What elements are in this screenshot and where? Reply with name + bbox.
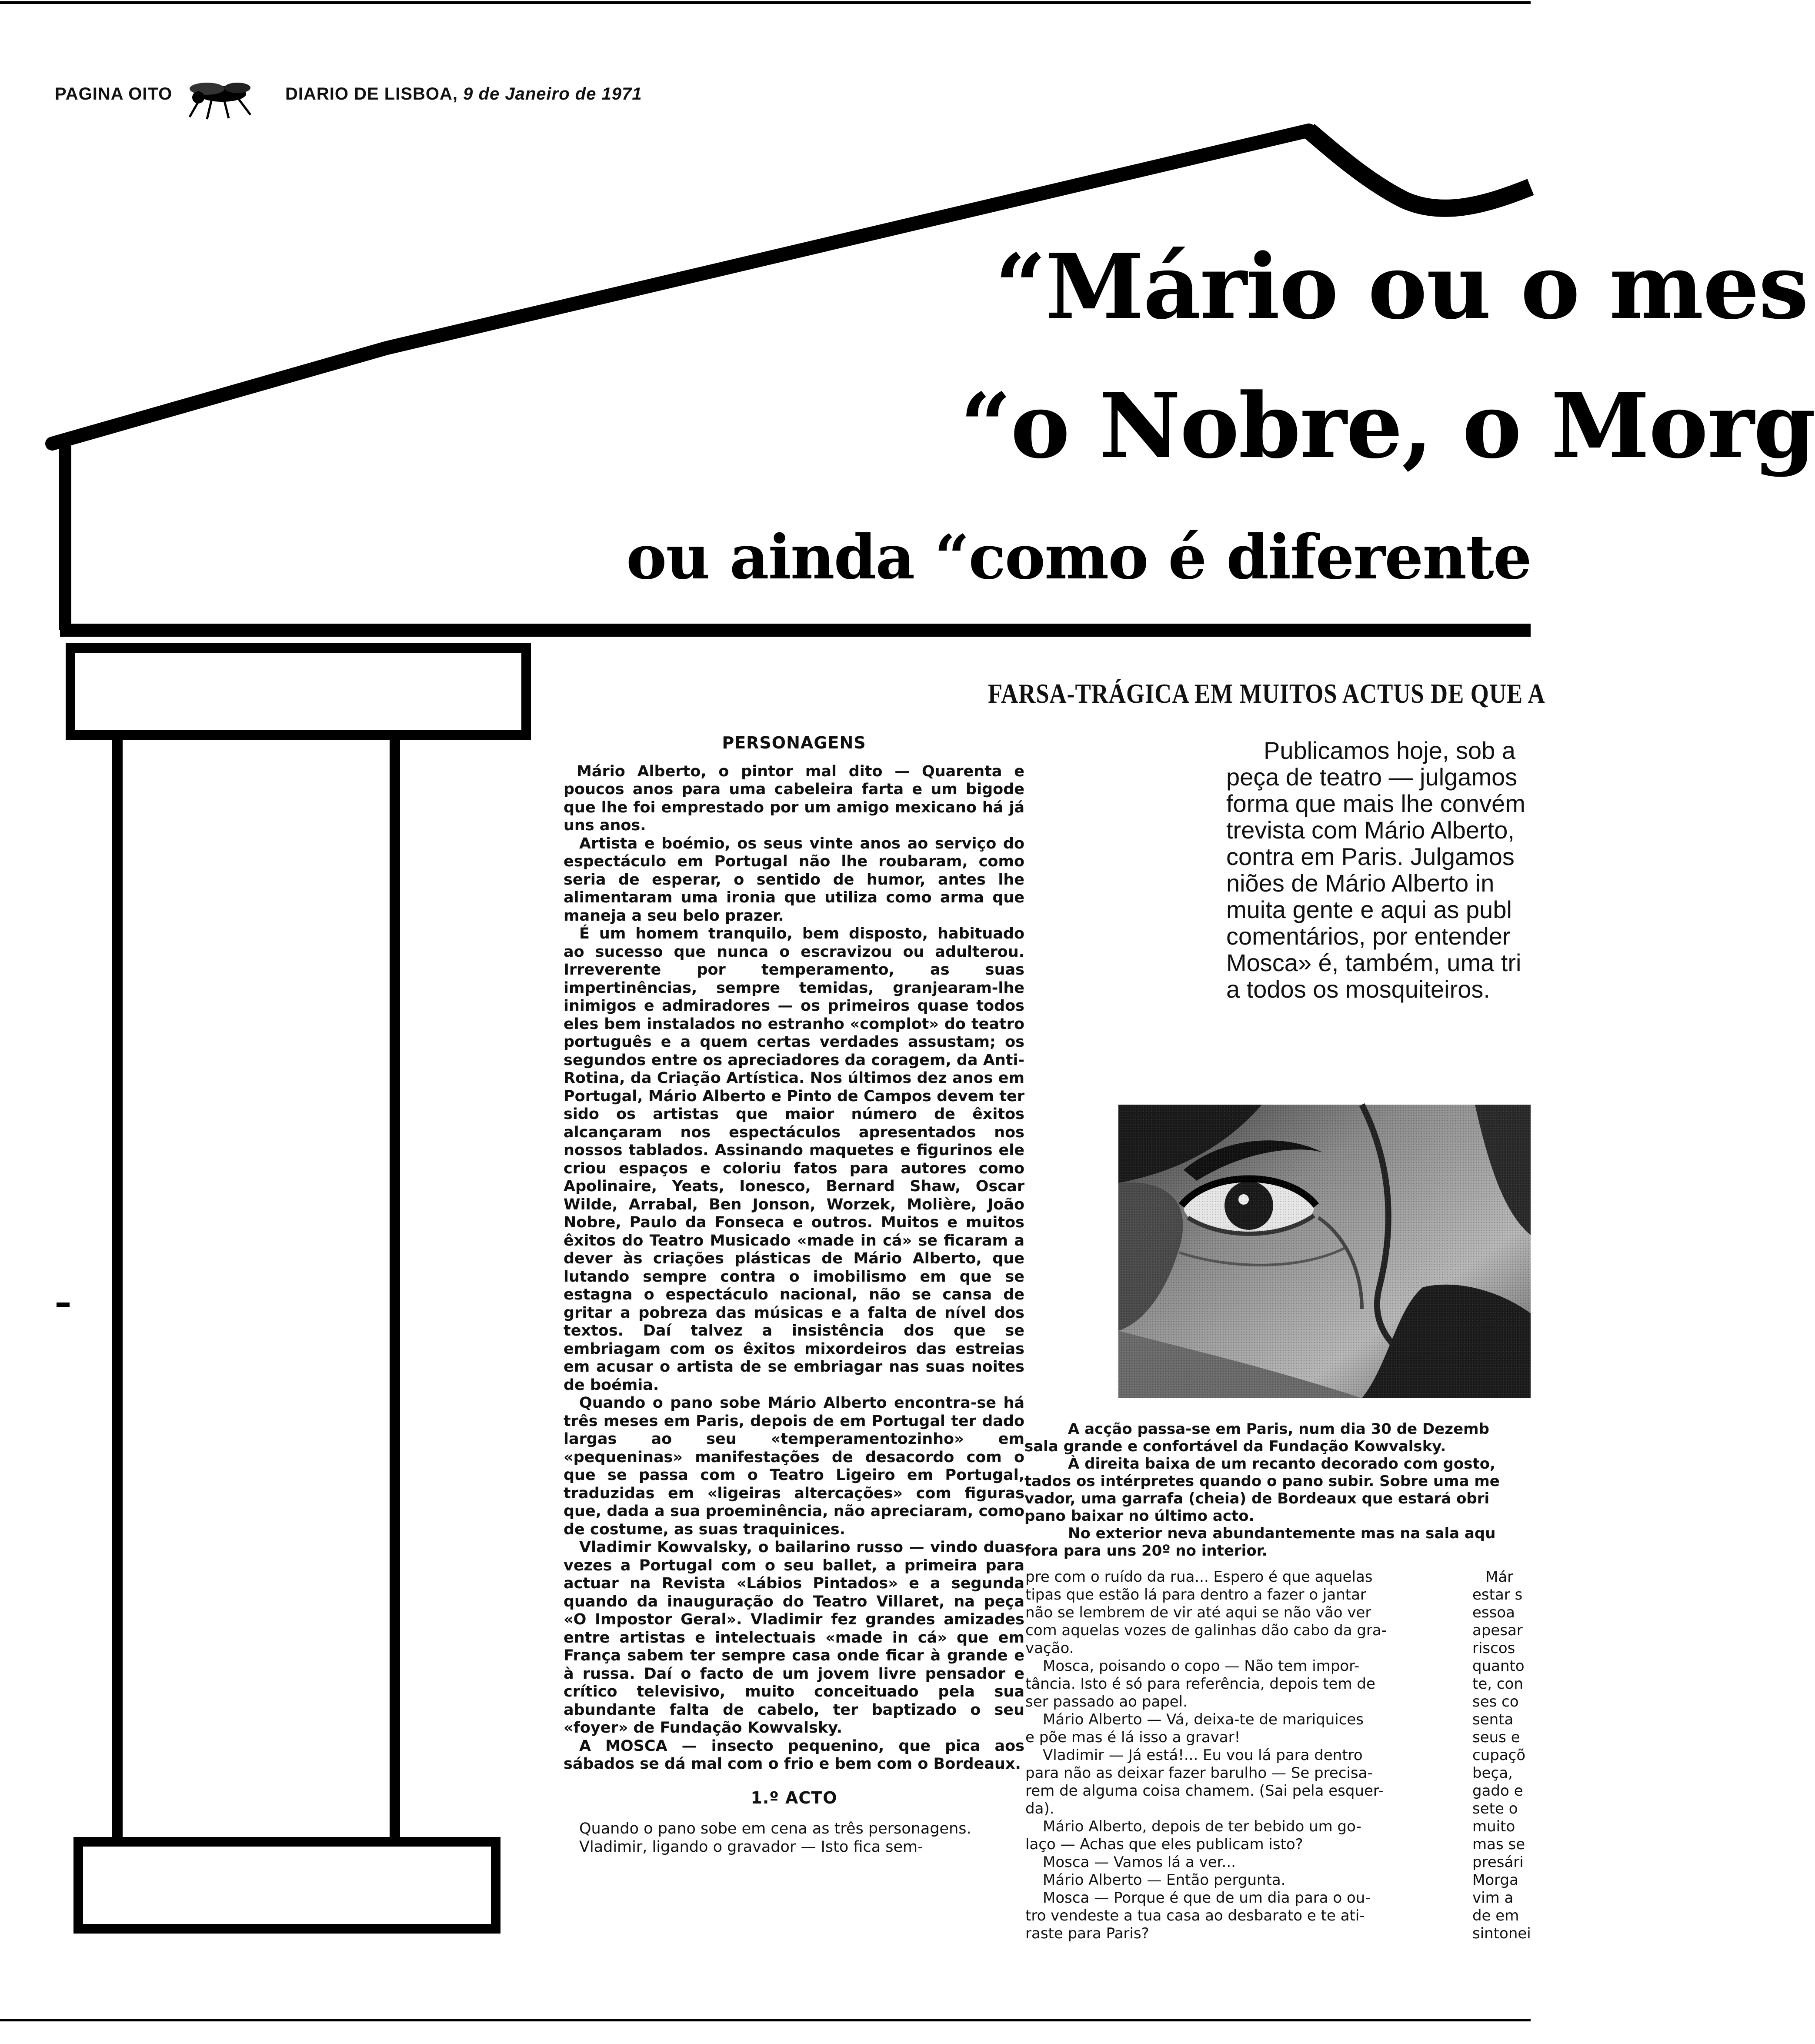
edge-line: presári <box>1472 1854 1524 1871</box>
personagens-p3: É um homem tranquilo, bem disposto, habituado ao sucesso que nunca o escravizou ou adulterou. Irreverente por temperamento, as suas impertinências, sempre temidas, granjearam-lhe inimigos e admiradores — os primeiros quase todos eles bem instalados no estranho «complot» do teatro português e a quem certas verdades assustam; os segundos entre os apreciadores da coragem, da Anti-Rotina, da Criação Artística. Nos últimos dez anos em Portugal, Mário Alberto e Pinto de Campos devem ter sido os artistas que maior número de êxitos alcançaram nos espectáculos apresentados nos nossos tablados. Assinando maquetes e figurinos ele criou espaços e coloriu fatos para autores como Apolinaire, Yeats, Ionesco, Bernard Shaw, Oscar Wilde, Arrabal, Ben Jonson, Worzek, Molière, João Nobre, Paulo da Fonseca e outros. Muitos e muitos êxitos do Teatro Musicado «made in cá» se ficaram a dever às criações plásticas de Mário Alberto, que lutando sempre contra o imobilismo em que se estagna o espectáculo nacional, não se cansa de gritar a pobreza das músicas e a falta de nível dos textos. Daí talvez a insistência dos que se embriagam com os êxitos mixordeiros das estreias em acusar o artista de se embriagar nas suas noites de boémia. <box>564 925 1024 1394</box>
page-label: PAGINA OITO <box>55 84 173 104</box>
acto-title: 1.º ACTO <box>751 1788 837 1807</box>
dialogue-line: tância. Isto é só para referência, depois tem de <box>1025 1675 1375 1693</box>
kicker: FARSA-TRÁGICA EM MUITOS ACTUS DE QUE A <box>988 678 1545 709</box>
setting-line: No exterior neva abundantemente mas na sala aqu <box>1068 1525 1496 1542</box>
headline-line-1: “Mário ou o mes <box>995 235 1808 339</box>
edge-line: riscos <box>1472 1640 1515 1657</box>
personagens-column <box>564 734 1024 1856</box>
headline-line-3: ou ainda “como é diferente <box>626 522 1531 593</box>
dialogue-line: ser passado ao papel. <box>1025 1693 1188 1710</box>
dialogue-line: e põe mas é lá isso a gravar! <box>1025 1729 1241 1746</box>
edge-line: beça, <box>1472 1764 1513 1782</box>
personagens-p6: A MOSCA — insecto pequenino, que pica aos sábados se dá mal com o frio e bem com o Bordeaux. <box>564 1737 1024 1773</box>
setting-line: pano baixar no último acto. <box>1024 1507 1254 1525</box>
dialogue-line: Mário Alberto — Vá, deixa-te de mariquices <box>1043 1711 1364 1728</box>
intro-line: a todos os mosquiteiros. <box>1226 975 1490 1003</box>
intro-line: Publicamos hoje, sob a <box>1264 737 1516 764</box>
setting-line: À direita baixa de um recanto decorado com gosto, <box>1068 1455 1495 1473</box>
edge-line: sete o <box>1472 1800 1518 1817</box>
portrait-photo <box>1118 1105 1531 1398</box>
edge-line: essoa <box>1472 1604 1515 1621</box>
paper-name: DIARIO DE LISBOA, <box>285 84 458 104</box>
dialogue-line: com aquelas vozes de galinhas dão cabo da gra- <box>1025 1622 1387 1639</box>
column-base <box>78 1842 496 1929</box>
dialogue-line: rem de alguma coisa chamem. (Sai pela esquer- <box>1025 1782 1384 1800</box>
intro-line: contra em Paris. Julgamos <box>1226 843 1515 870</box>
edge-line: quanto <box>1472 1657 1525 1675</box>
setting-line: A acção passa-se em Paris, num dia 30 de Dezemb <box>1068 1420 1489 1438</box>
edge-line: muito <box>1472 1818 1515 1835</box>
edge-line: vim a <box>1472 1889 1514 1907</box>
acto-p1: Quando o pano sobe em cena as três personagens. <box>579 1820 971 1837</box>
edge-line: Már <box>1485 1568 1514 1586</box>
personagens-title: PERSONAGENS <box>722 733 866 752</box>
intro-line: trevista com Mário Alberto, <box>1226 816 1515 844</box>
edge-column <box>1472 1568 1531 1943</box>
date-year: 1971 <box>601 84 642 104</box>
intro-line: forma que mais lhe convém <box>1226 790 1525 817</box>
dialogue-line: da). <box>1025 1800 1054 1817</box>
intro-line: Mosca» é, também, uma tri <box>1226 949 1521 976</box>
intro-line: muita gente e aqui as publ <box>1226 896 1512 923</box>
dialogue-line: raste para Paris? <box>1025 1925 1149 1942</box>
date-day: 9 <box>463 84 474 104</box>
dialogue-column <box>1025 1568 1443 1943</box>
personagens-p5: Vladimir Kowvalsky, o bailarino russo — vindo duas vezes a Portugal com o seu ballet, a primeira para actuar na Revista «Lábios Pintados» e a segunda quando da inauguração do Teatro Villaret, na peça «O Impostor Geral». Vladimir fez grandes amizades entre artistas e intelectuais «made in cá» que em França sabem ter sempre casa onde ficar à grande e à russa. Daí o facto de um jovem livre pensador e crítico televisivo, muito conceituado pela sua abundante falta de cabelo, ter baptizado o seu «foyer» de Fundação Kowvalsky. <box>564 1539 1024 1737</box>
edge-line: mas se <box>1472 1836 1525 1853</box>
dialogue-line: Mário Alberto, depois de ter bebido um go- <box>1043 1818 1361 1835</box>
setting-block <box>1024 1420 1531 1560</box>
acto-p2: Vladimir, ligando o gravador — Isto fica sem- <box>579 1838 923 1856</box>
dialogue-line: pre com o ruído da rua... Espero é que aquelas <box>1025 1568 1373 1586</box>
roof-curve <box>1309 130 1531 208</box>
edge-line: seus e <box>1472 1729 1520 1746</box>
edge-line: estar s <box>1472 1586 1523 1603</box>
edge-line: gado e <box>1472 1782 1523 1800</box>
setting-line: tados os intérpretes quando o pano subir. Sobre uma me <box>1024 1473 1500 1490</box>
dialogue-line: laço — Achas que eles publicam isto? <box>1025 1836 1303 1853</box>
edge-line: cupaçõ <box>1472 1747 1526 1764</box>
edge-line: apesar <box>1472 1622 1523 1639</box>
personagens-p2: Artista e boémio, os seus vinte anos ao serviço do espectáculo em Portugal não lhe roubaram, como seria de esperar, o sentido de humor, antes lhe alimentaram uma ironia que utiliza como arma que maneja a seu belo prazer. <box>564 835 1024 925</box>
setting-line: fora para uns 20º no interior. <box>1024 1542 1268 1560</box>
dialogue-line: Mário Alberto — Então pergunta. <box>1043 1871 1286 1889</box>
dialogue-line: Vladimir — Já está!... Eu vou lá para dentro <box>1043 1747 1363 1764</box>
personagens-p1: Mário Alberto, o pintor mal dito — Quarenta e poucos anos para uma cabeleira farta e um bigode que lhe foi emprestado por um amigo mexicano há já uns anos. <box>564 762 1024 834</box>
edge-line: te, con <box>1472 1675 1523 1693</box>
dialogue-line: Mosca — Porque é que de um dia para o ou- <box>1043 1889 1371 1907</box>
headline-line-2: “o Nobre, o Morg <box>960 374 1815 478</box>
beam <box>60 624 1531 637</box>
intro-line: niões de Mário Alberto in <box>1226 869 1495 897</box>
dialogue-line: Mosca, poisando o copo — Não tem impor- <box>1043 1657 1360 1675</box>
personagens-p4: Quando o pano sobe Mário Alberto encontra-se há três meses em Paris, depois de em Portugal ter dado largas ao seu «temperamentozinho» em «pequeninas» manifestações de desacordo com o que se passa com o Teatro Ligeiro em Portugal, traduzidas em «ligeiras altercações» com figuras que, dada a sua proeminência, não apreciaram, como de costume, as suas traquinices. <box>564 1394 1024 1538</box>
edge-line: senta <box>1472 1711 1514 1728</box>
date-de: de <box>575 84 597 104</box>
dialogue-line: Mosca — Vamos lá a ver... <box>1043 1854 1236 1871</box>
capital <box>70 648 526 735</box>
dialogue-line: para não as deixar fazer barulho — Se precisa- <box>1025 1764 1373 1782</box>
intro-block <box>1226 737 1531 1002</box>
edge-line: Morga <box>1472 1871 1518 1889</box>
dialogue-line: tipas que estão lá para dentro a fazer o jantar <box>1025 1586 1366 1603</box>
setting-line: vador, uma garrafa (cheia) de Bordeaux que estará obri <box>1024 1490 1490 1507</box>
dialogue-line: não se lembrem de vir até aqui se não vão ver <box>1025 1604 1371 1621</box>
setting-line: sala grande e confortável da Fundação Kowvalsky. <box>1024 1438 1446 1455</box>
dialogue-line: vação. <box>1025 1640 1074 1657</box>
intro-line: peça de teatro — julgamos <box>1226 763 1518 791</box>
date-month: Janeiro <box>505 84 570 104</box>
edge-line: de em <box>1472 1907 1519 1924</box>
edge-line: ses co <box>1472 1693 1519 1710</box>
date-word: de <box>478 84 500 104</box>
dialogue-line: tro vendeste a tua casa ao desbarato e te ati- <box>1025 1907 1365 1924</box>
intro-line: comentários, por entender <box>1226 922 1511 950</box>
edge-line: sintonei <box>1472 1925 1531 1942</box>
